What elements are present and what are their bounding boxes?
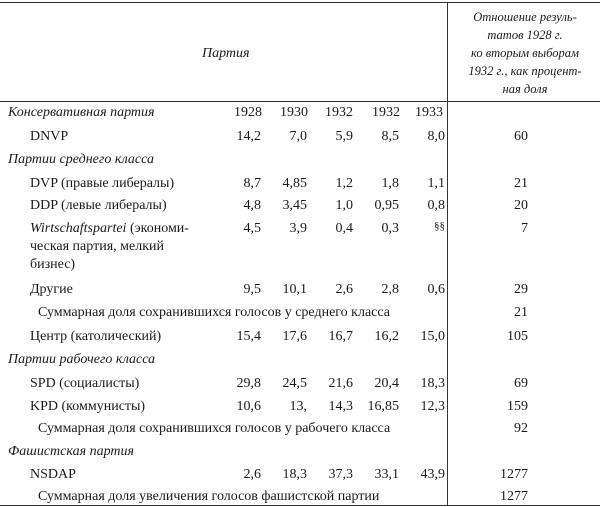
row-label: NSDAP [30,467,76,482]
row-label: Другие [30,282,73,297]
row-label-line: бизнес) [30,257,76,272]
bottom-rule [0,505,600,506]
section-conservative: Консервативная партия [8,105,155,120]
year-header: 1932 [325,105,353,120]
ratio-header: Отношение резуль- татов 1928 г. ко вторым выборам 1932 г., как процент- ная доля [468,10,582,96]
summary-label: Суммарная доля сохранившихся голосов у рабочего класса [38,421,391,436]
top-rule [0,2,600,3]
election-table: Партия Отношение резуль- татов 1928 г. ко вторым выборам 1932 г., как процент- ная доля Консервативная партия 1928 1930 1932 1932 1933 DNVP 14,2 7,0 5,9 8,5 8,0 60 Партии среднего класса DVP (правые либералы) 8,7 4,85 1,2 1,8 1,1 21 DDP (левые либералы) 4,8 3,45 1,0 0,95 0,8 20 Wirtschaftspartei (экономи- ческая партия, мелкий бизнес) 4,5 3,9 0,4 0,3 §§ 7 Другие 9,5 10,1 2,6 2,8 0,6 29 Суммарная доля сохранившихся голосов у среднего класса 21 Центр (католический) 15,4 17,6 16,7 16,2 15,0 105 Партии рабочего класса SPD (социалисты) 29,8 24,5 21,6 20,4 18,3 69 KPD (коммунисты) 10,6 13, 14,3 16,85 12,3 159 Суммарная доля сохранившихся голосов у рабочего класса 92 Фашистская партия NSDAP 2,6 18,3 37,3 33,1 43,9 1277 Суммарная доля увеличения голосов фашистской партии 1277 [0,0,600,507]
section-middle: Партии среднего класса [8,152,154,167]
header-rule [0,101,600,102]
summary-label: Суммарная доля увеличения голосов фашистской партии [38,489,380,504]
year-header: 1933 [415,105,443,120]
row-label: Центр (католический) [30,329,162,344]
row-label: DDP (левые либералы) [30,198,167,213]
section-fascist: Фашистская партия [8,444,135,459]
party-header: Партия [202,46,250,61]
row-label: DVP (правые либералы) [30,176,175,191]
row-label: SPD (социалисты) [30,376,140,391]
row-label: KPD (коммунисты) [30,399,146,414]
summary-label: Суммарная доля сохранившихся голосов у среднего класса [38,305,390,320]
row-label-line: ческая партия, мелкий [30,239,164,254]
row-label: Wirtschaftspartei (экономи- [30,221,189,236]
year-header: 1928 [234,105,262,120]
ratio-divider [447,2,448,505]
year-header: 1930 [280,105,308,120]
row-label: DNVP [30,129,69,144]
year-header: 1932 [372,105,400,120]
section-working: Партии рабочего класса [8,352,156,367]
